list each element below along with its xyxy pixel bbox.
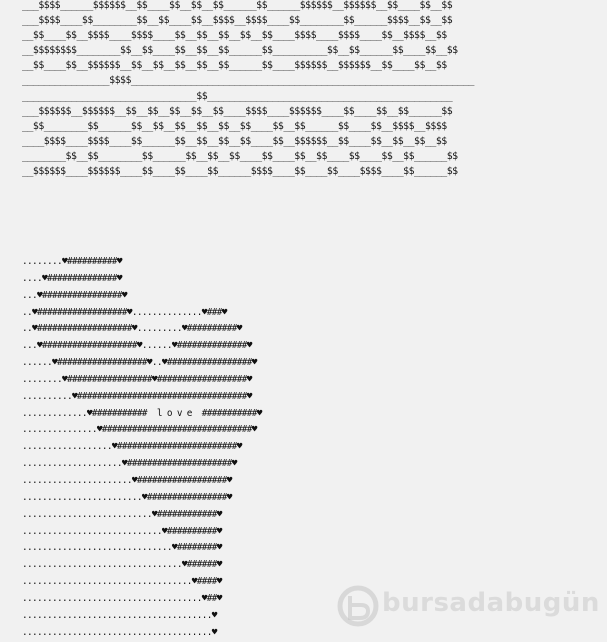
banner-line: ________$$__$$________$$______$$__$$__$$____$$____$$__$$____$$____$$__$$______$$ xyxy=(22,150,458,162)
heart-line: ........................♥################♥ xyxy=(22,491,232,503)
heart-line: ...............♥##############################♥ xyxy=(22,424,257,436)
heart-line: ......♥##################♥..♥#################♥ xyxy=(22,357,257,369)
banner-line: ___$$$$______$$$$$$__$$____$$__$$__$$______$$______$$$$$$__$$$$$$__$$____$$__$$ xyxy=(22,0,453,11)
ascii-banner-text xyxy=(22,0,582,179)
banner-line: __$$$$$$____$$$$$$____$$____$$____$$______$$$$____$$____$$____$$$$____$$______$$ xyxy=(22,166,458,178)
heart-line: ..........♥##################################♥ xyxy=(22,390,252,402)
heart-line: ..................................♥####♥ xyxy=(22,576,222,588)
banner-line: ___$$$$$$__$$$$$$__$$__$$__$$__$$__$$____$$$$____$$$$$$____$$____$$__$$______$$ xyxy=(22,105,453,117)
banner-line: ________________$$$$_______________________________________________________________ xyxy=(22,75,474,87)
banner-line: ___$$$$____$$________$$__$$____$$__$$$$__$$$$____$$________$$______$$$$__$$__$$ xyxy=(22,15,453,27)
heart-line: ..♥###################♥.........♥##########♥ xyxy=(22,323,242,335)
heart-line: .............♥########### l o v e ###########♥ xyxy=(22,407,262,419)
heart-line: ....................................♥##♥ xyxy=(22,592,222,604)
banner-line: __$$____$$__$$$$$$__$$__$$__$$__$$__$$______$$____$$$$$$__$$$$$$__$$____$$__$$ xyxy=(22,60,447,72)
heart-line: ...♥################♥ xyxy=(22,289,127,301)
heart-line: ........♥#################♥##################♥ xyxy=(22,373,252,385)
ascii-heart-art xyxy=(22,254,262,641)
heart-line: ................................♥######♥ xyxy=(22,559,222,571)
heart-line: ..............................♥########♥ xyxy=(22,542,222,554)
banner-line: __$$________$$______$$__$$__$$__$$__$$__$$____$$__$$______$$____$$__$$$$__$$$$ xyxy=(22,120,447,132)
heart-line: ...♥###################♥......♥##############♥ xyxy=(22,340,252,352)
watermark-text: bursadabugün xyxy=(382,588,600,618)
heart-line: ......................................♥ xyxy=(22,609,217,621)
heart-line: ........♥##########♥ xyxy=(22,256,122,267)
heart-line: ......................................♥ xyxy=(22,626,217,638)
heart-line: ....................♥#####################♥ xyxy=(22,458,237,470)
bursadabugun-logo-icon xyxy=(334,574,380,634)
banner-line: ____$$$$____$$$$____$$______$$__$$__$$__$$____$$__$$$$$$__$$____$$__$$__$$__$$ xyxy=(22,135,447,147)
watermark xyxy=(334,574,604,634)
banner-line: __$$$$$$$$________$$__$$____$$__$$__$$______$$__________$$__$$______$$____$$__$$ xyxy=(22,45,458,57)
heart-line: ............................♥##########♥ xyxy=(22,525,222,537)
heart-line: ..................♥########################♥ xyxy=(22,441,242,453)
heart-line: ....♥##############♥ xyxy=(22,272,122,284)
heart-line: ......................♥##################♥ xyxy=(22,474,232,486)
banner-line: ________________________________$$_____________________________________________ xyxy=(22,90,453,102)
heart-line: ..........................♥############♥ xyxy=(22,508,222,520)
banner-line: __$$____$$__$$$$____$$$$____$$__$$__$$__$$__$$____$$$$____$$$$____$$__$$$$__$$ xyxy=(22,30,447,42)
heart-line: ..♥##################♥..............♥###♥ xyxy=(22,306,227,318)
